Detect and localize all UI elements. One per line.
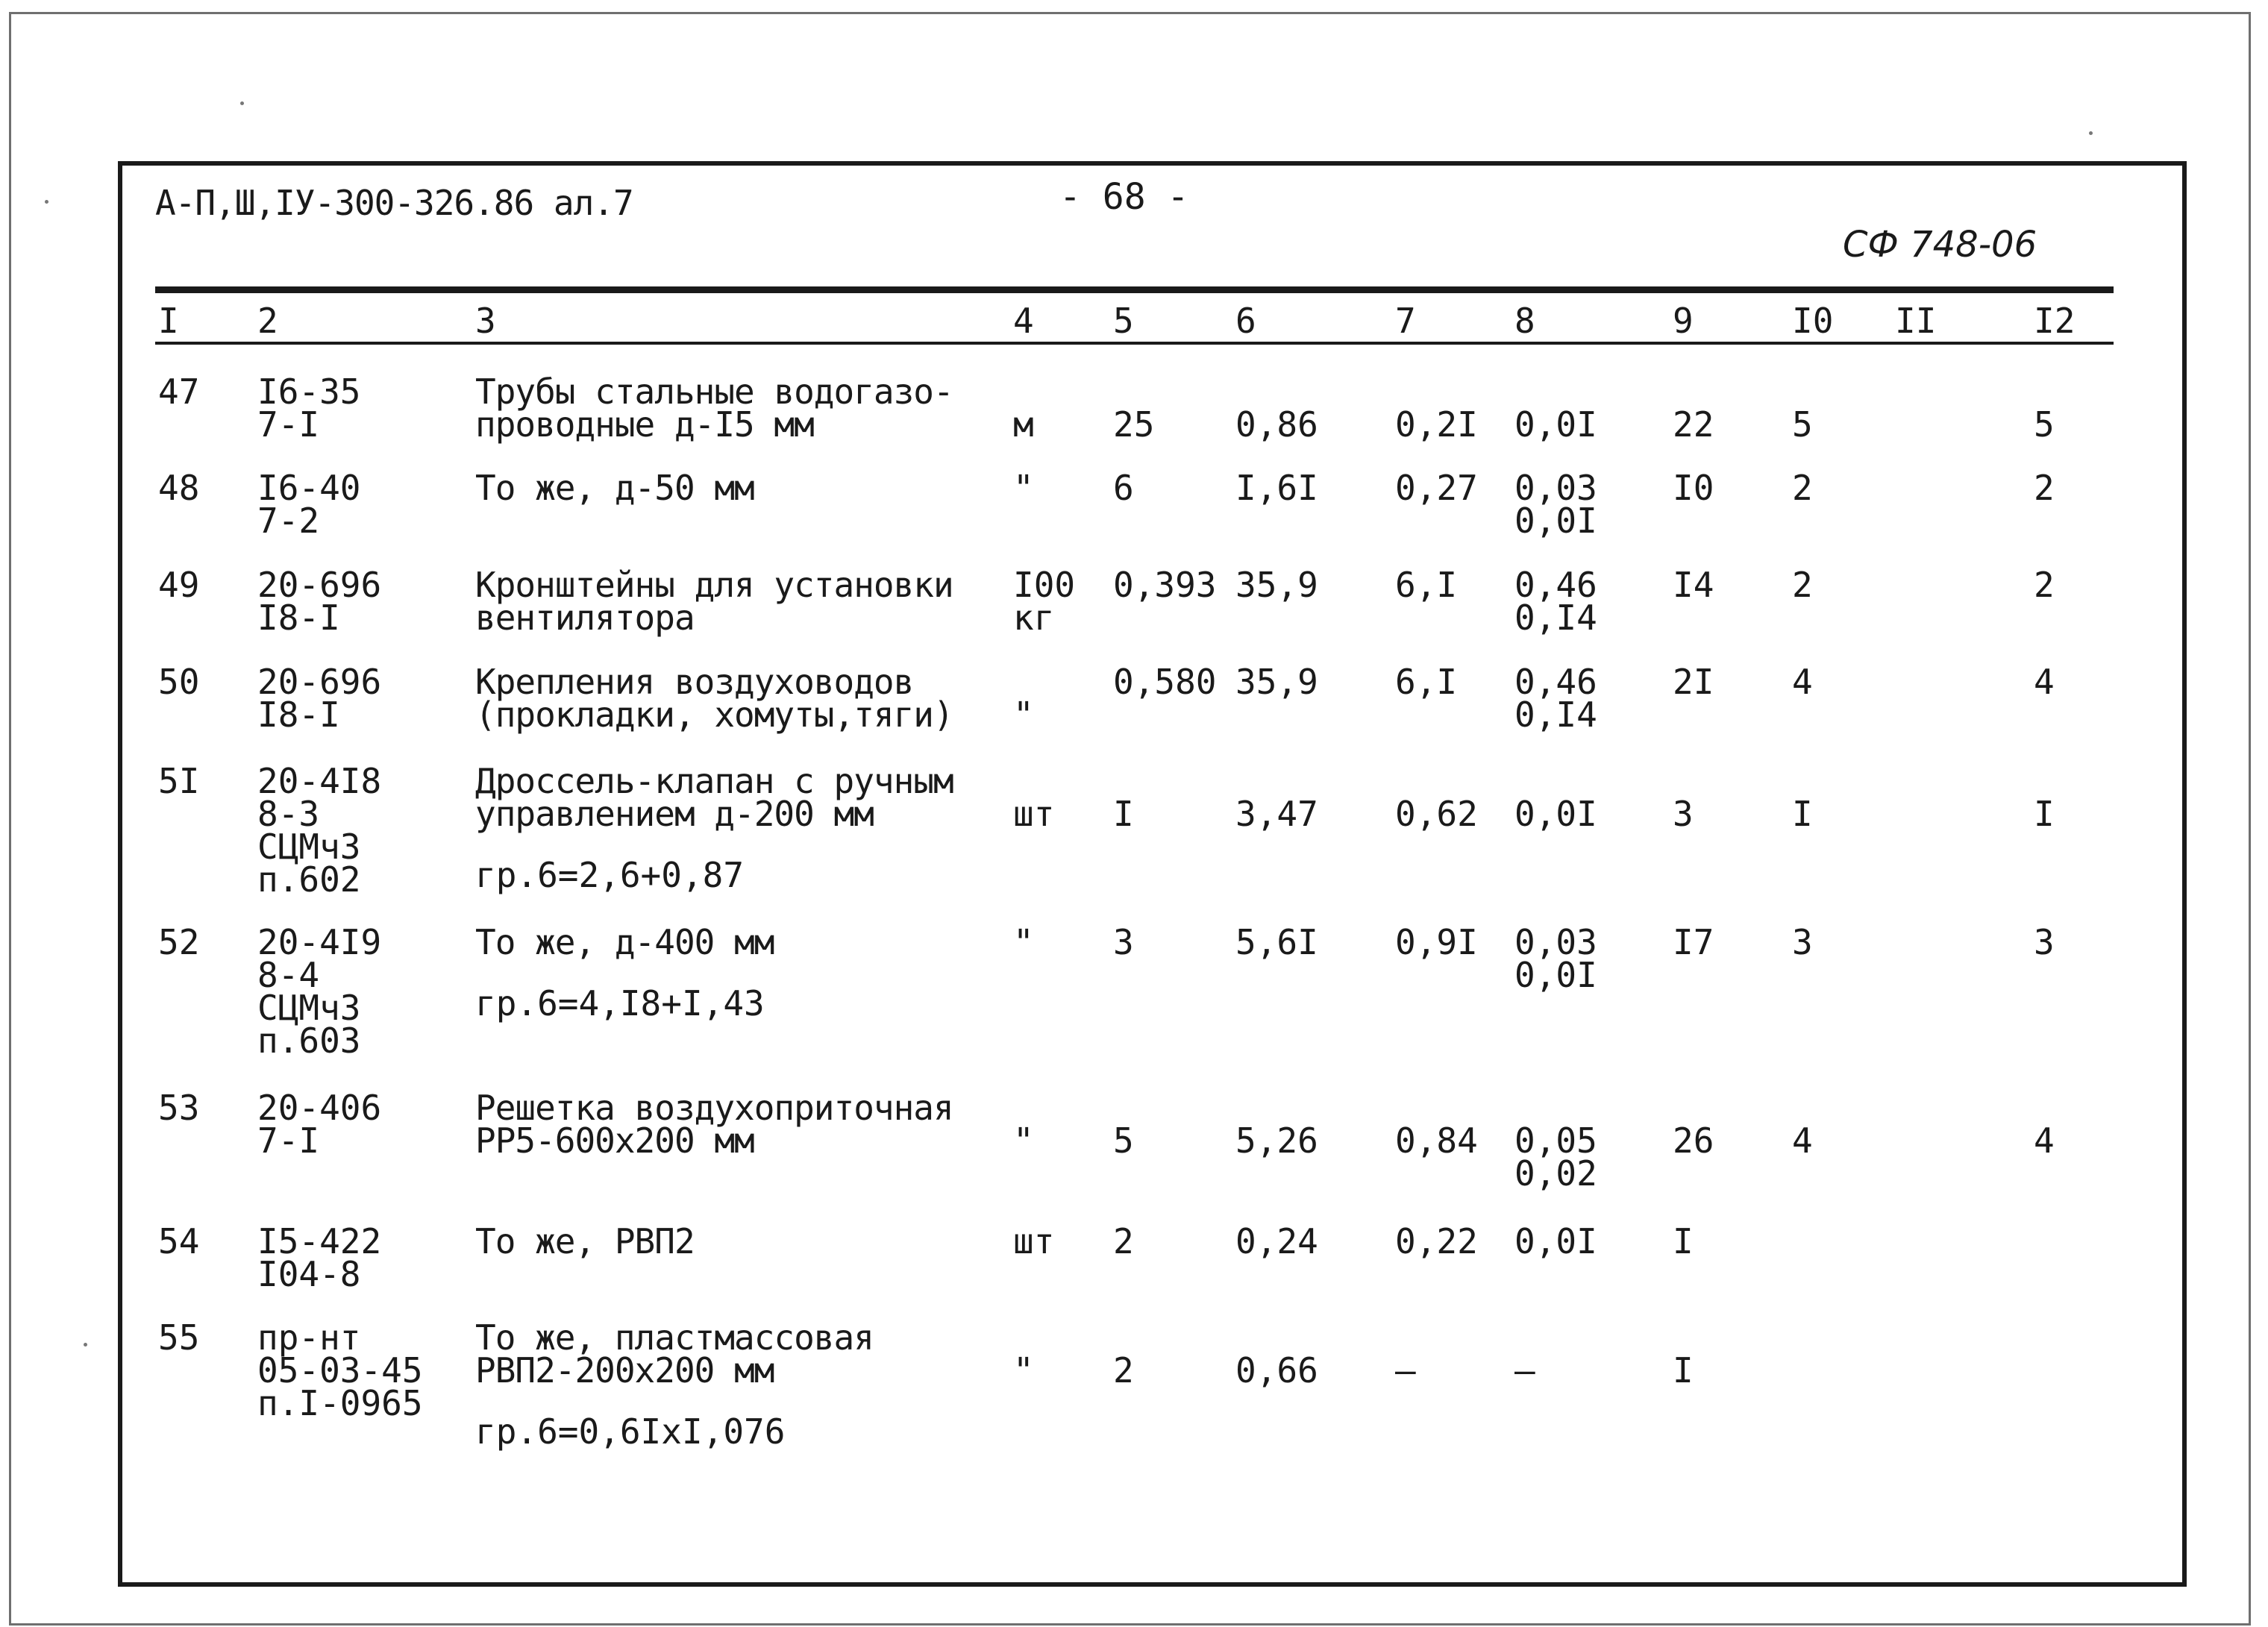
column-header-10: I0: [1792, 301, 1834, 341]
column-header-8: 8: [1514, 301, 1535, 341]
row-number: 47: [158, 372, 200, 412]
unit: м: [1013, 404, 1034, 445]
col5-value: 25: [1113, 404, 1155, 445]
item-name: То же, пластмассовая: [475, 1317, 874, 1358]
col6-value: I,6I: [1235, 468, 1318, 508]
col6-value: 35,9: [1235, 662, 1318, 702]
col6-value: 35,9: [1235, 565, 1318, 605]
col10-value: 5: [1792, 404, 1813, 445]
col7-value: 0,2I: [1395, 404, 1478, 445]
price-note: гр.6=0,6IхI,076: [475, 1411, 786, 1452]
unit: I00: [1013, 565, 1076, 605]
col6-value: 0,86: [1235, 404, 1318, 445]
col10-value: 2: [1792, 468, 1813, 508]
col8-value: –: [1514, 1350, 1535, 1391]
col8-value: 0,0I: [1514, 404, 1597, 445]
document-code: А-П,Ш,IУ-300-326.86 ал.7: [155, 183, 633, 223]
resource-code: 7-I: [257, 1120, 320, 1161]
col8-value: 0,0I: [1514, 955, 1597, 995]
col6-value: 5,26: [1235, 1120, 1318, 1161]
unit: шт: [1013, 1221, 1055, 1261]
item-name: вентилятора: [475, 598, 695, 638]
col8-value: 0,02: [1514, 1153, 1597, 1194]
unit: ": [1013, 468, 1034, 508]
item-name: Дроссель-клапан с ручным: [475, 761, 953, 801]
unit: шт: [1013, 794, 1055, 834]
resource-code: I6-35: [257, 372, 361, 412]
col8-value: 0,I4: [1514, 695, 1597, 735]
unit: ": [1013, 1350, 1034, 1391]
unit: ": [1013, 695, 1034, 735]
col9-value: I: [1673, 1350, 1694, 1391]
column-header-12: I2: [2034, 301, 2076, 341]
row-number: 52: [158, 922, 200, 962]
col7-value: 0,9I: [1395, 922, 1478, 962]
resource-code: 8-4: [257, 955, 320, 995]
column-header-11: II: [1895, 301, 1937, 341]
scan-speck: [240, 101, 244, 105]
col9-value: I4: [1673, 565, 1714, 605]
item-name: Кронштейны для установки: [475, 565, 953, 605]
resource-code: I04-8: [257, 1254, 361, 1294]
item-name: Крепления воздуховодов: [475, 662, 914, 702]
row-number: 5I: [158, 761, 200, 801]
col8-value: 0,0I: [1514, 794, 1597, 834]
col7-value: 0,27: [1395, 468, 1478, 508]
col8-value: 0,46: [1514, 662, 1597, 702]
col6-value: 0,24: [1235, 1221, 1318, 1261]
column-header-rule: [155, 342, 2114, 345]
scan-speck: [84, 1343, 87, 1347]
col9-value: I7: [1673, 922, 1714, 962]
page-number: - 68 -: [1059, 176, 1189, 218]
resource-code: I5-422: [257, 1221, 382, 1261]
col9-value: 2I: [1673, 662, 1714, 702]
row-number: 55: [158, 1317, 200, 1358]
col12-value: 4: [2034, 662, 2055, 702]
col12-value: 2: [2034, 565, 2055, 605]
resource-code: 7-I: [257, 404, 320, 445]
col7-value: 0,62: [1395, 794, 1478, 834]
col5-value: 6: [1113, 468, 1134, 508]
resource-code: п.602: [257, 859, 361, 900]
col6-value: 5,6I: [1235, 922, 1318, 962]
col10-value: 4: [1792, 1120, 1813, 1161]
resource-code: п.603: [257, 1021, 361, 1061]
col8-value: 0,0I: [1514, 501, 1597, 541]
col5-value: 0,393: [1113, 565, 1217, 605]
resource-code: 8-3: [257, 794, 320, 834]
row-number: 50: [158, 662, 200, 702]
header-rule: [155, 286, 2114, 293]
column-header-6: 6: [1235, 301, 1256, 341]
col10-value: 4: [1792, 662, 1813, 702]
resource-code: 20-406: [257, 1088, 382, 1128]
col12-value: 5: [2034, 404, 2055, 445]
item-name: РР5-600х200 мм: [475, 1120, 754, 1161]
resource-code: пр-нт: [257, 1317, 361, 1358]
col9-value: I0: [1673, 468, 1714, 508]
col9-value: 26: [1673, 1120, 1714, 1161]
scan-speck: [45, 200, 48, 204]
resource-code: СЦМч3: [257, 827, 361, 867]
item-name: Трубы стальные водогазо-: [475, 372, 953, 412]
col8-value: 0,I4: [1514, 598, 1597, 638]
col6-value: 0,66: [1235, 1350, 1318, 1391]
resource-code: 20-696: [257, 662, 382, 702]
col12-value: 4: [2034, 1120, 2055, 1161]
item-name: РВП2-200х200 мм: [475, 1350, 774, 1391]
row-number: 48: [158, 468, 200, 508]
row-number: 54: [158, 1221, 200, 1261]
row-number: 53: [158, 1088, 200, 1128]
col8-value: 0,46: [1514, 565, 1597, 605]
col10-value: 3: [1792, 922, 1813, 962]
column-header-7: 7: [1395, 301, 1416, 341]
resource-code: 7-2: [257, 501, 320, 541]
col8-value: 0,03: [1514, 922, 1597, 962]
item-name: То же, РВП2: [475, 1221, 695, 1261]
col9-value: 3: [1673, 794, 1694, 834]
col8-value: 0,05: [1514, 1120, 1597, 1161]
column-header-4: 4: [1013, 301, 1034, 341]
resource-code: 05-03-45: [257, 1350, 423, 1391]
item-name: То же, д-50 мм: [475, 468, 754, 508]
item-name: (прокладки, хомуты,тяги): [475, 695, 953, 735]
column-header-9: 9: [1673, 301, 1694, 341]
col9-value: I: [1673, 1221, 1694, 1261]
resource-code: СЦМч3: [257, 988, 361, 1028]
col5-value: 0,580: [1113, 662, 1217, 702]
column-header-3: 3: [475, 301, 496, 341]
resource-code: 20-4I8: [257, 761, 382, 801]
resource-code: I8-I: [257, 695, 340, 735]
col12-value: I: [2034, 794, 2055, 834]
price-note: гр.6=4,I8+I,43: [475, 983, 765, 1023]
resource-code: I8-I: [257, 598, 340, 638]
col12-value: 2: [2034, 468, 2055, 508]
col5-value: 2: [1113, 1350, 1134, 1391]
item-name: проводные д-I5 мм: [475, 404, 814, 445]
col5-value: 2: [1113, 1221, 1134, 1261]
row-number: 49: [158, 565, 200, 605]
col6-value: 3,47: [1235, 794, 1318, 834]
resource-code: I6-40: [257, 468, 361, 508]
item-name: Решетка воздухоприточная: [475, 1088, 953, 1128]
col7-value: 6,I: [1395, 662, 1458, 702]
col5-value: 3: [1113, 922, 1134, 962]
col12-value: 3: [2034, 922, 2055, 962]
column-header-5: 5: [1113, 301, 1134, 341]
sheet-reference: СФ 748-06: [1843, 224, 2037, 266]
col10-value: I: [1792, 794, 1813, 834]
col9-value: 22: [1673, 404, 1714, 445]
unit: ": [1013, 1120, 1034, 1161]
unit: кг: [1013, 598, 1055, 638]
item-name: То же, д-400 мм: [475, 922, 774, 962]
col10-value: 2: [1792, 565, 1813, 605]
resource-code: п.I-0965: [257, 1383, 423, 1423]
col5-value: I: [1113, 794, 1134, 834]
item-name: управлением д-200 мм: [475, 794, 874, 834]
column-header-1: I: [158, 301, 179, 341]
col5-value: 5: [1113, 1120, 1134, 1161]
col7-value: –: [1395, 1350, 1416, 1391]
col7-value: 0,84: [1395, 1120, 1478, 1161]
resource-code: 20-696: [257, 565, 382, 605]
col8-value: 0,0I: [1514, 1221, 1597, 1261]
scan-speck: [2089, 131, 2093, 135]
page-frame: [118, 161, 2187, 1587]
unit: ": [1013, 922, 1034, 962]
column-header-2: 2: [257, 301, 278, 341]
col7-value: 6,I: [1395, 565, 1458, 605]
price-note: гр.6=2,6+0,87: [475, 855, 745, 895]
resource-code: 20-4I9: [257, 922, 382, 962]
col8-value: 0,03: [1514, 468, 1597, 508]
col7-value: 0,22: [1395, 1221, 1478, 1261]
